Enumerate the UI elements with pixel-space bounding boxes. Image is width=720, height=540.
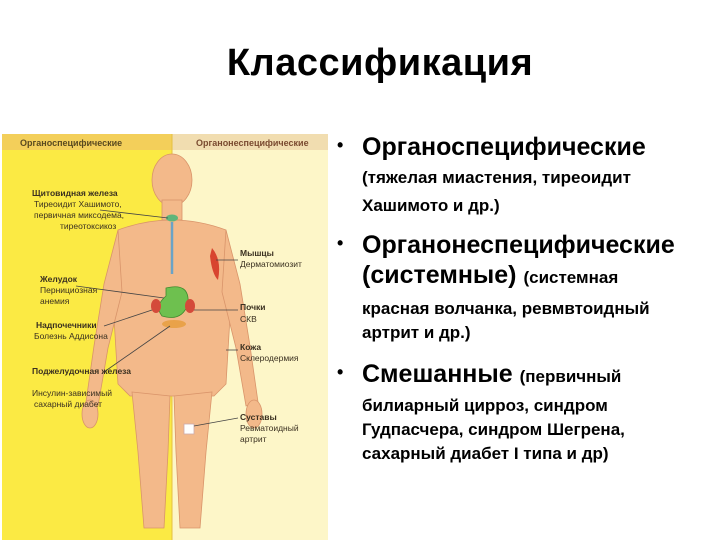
bullet-list	[334, 132, 720, 466]
label-thyroid-title: Щитовидная железа	[32, 188, 118, 198]
bullet-3-head-small: (первичный	[519, 367, 622, 386]
bullet-dot: •	[337, 362, 344, 382]
label-skin-title: Кожа	[240, 342, 262, 352]
bullet-1-head: Органоспецифические	[362, 133, 646, 161]
label-pancreas-title: Поджелудочная железа	[32, 366, 132, 376]
svg-text:тиреотоксикоз: тиреотоксикоз	[60, 221, 117, 231]
bullet-2-sub-line-1: красная волчанка, ревмвтоидный	[362, 299, 650, 318]
bullet-3-sub-line-1: билиарный цирроз, синдром	[362, 396, 608, 415]
label-kidneys-title: Почки	[240, 302, 266, 312]
pancreas	[162, 320, 186, 328]
svg-text:Ревматоидный: Ревматоидный	[240, 423, 299, 433]
joint-knee	[184, 424, 194, 434]
bullet-2-head2: (системные)	[362, 261, 517, 289]
bullet-mixed	[334, 359, 720, 466]
label-stomach-title: Желудок	[40, 274, 78, 284]
bullet-1-sub-line-1: (тяжелая миастения, тиреоидит	[362, 168, 631, 187]
svg-text:Болезнь Аддисона: Болезнь Аддисона	[34, 331, 108, 341]
label-muscles-title: Мышцы	[240, 248, 274, 258]
svg-text:Инсулин-зависимый: Инсулин-зависимый	[32, 388, 112, 398]
bullet-3-sub-line-2: Гудпасчера, синдром Шегрена,	[362, 420, 625, 439]
header-right-text: Органонеспецифические	[196, 138, 309, 148]
svg-text:артрит: артрит	[240, 434, 267, 444]
svg-text:Тиреоидит Хашимото,: Тиреоидит Хашимото,	[34, 199, 122, 209]
bullet-dot: •	[337, 233, 344, 253]
bullet-2-head-line-2	[362, 260, 720, 293]
header-left-text: Органоспецифические	[20, 138, 123, 148]
label-joints-title: Суставы	[240, 412, 277, 422]
bullet-2-sub-line-2: артрит и др.)	[362, 323, 471, 342]
svg-text:Пернициозная: Пернициозная	[40, 285, 98, 295]
label-adrenals-title: Надпочечники	[36, 320, 97, 330]
svg-text:анемия: анемия	[40, 296, 70, 306]
adrenal-right	[185, 299, 195, 313]
bullet-3-sub-line-3: сахарный диабет I типа и др)	[362, 444, 609, 463]
bullet-2-head2-small: (системная	[523, 268, 619, 287]
adrenal-left	[151, 299, 161, 313]
bullet-3-head-line	[362, 359, 720, 392]
bullet-organ-nonspecific	[334, 230, 720, 345]
svg-text:СКВ: СКВ	[240, 314, 257, 324]
slide-title: Классификация	[226, 42, 534, 84]
bullet-organ-specific	[334, 132, 720, 218]
svg-text:первичная миксодема,: первичная миксодема,	[34, 210, 125, 220]
bullet-2-head: Органонеспецифические	[362, 231, 675, 259]
svg-text:сахарный диабет: сахарный диабет	[34, 399, 103, 409]
bullet-1-sub-line-2: Хашимото и др.)	[362, 196, 500, 215]
bullet-3-head: Смешанные	[362, 360, 513, 388]
svg-text:Склеродермия: Склеродермия	[240, 353, 299, 363]
svg-text:Дерматомиозит: Дерматомиозит	[240, 259, 302, 269]
bullet-dot: •	[337, 135, 344, 155]
autoimmune-body-figure	[0, 134, 330, 540]
